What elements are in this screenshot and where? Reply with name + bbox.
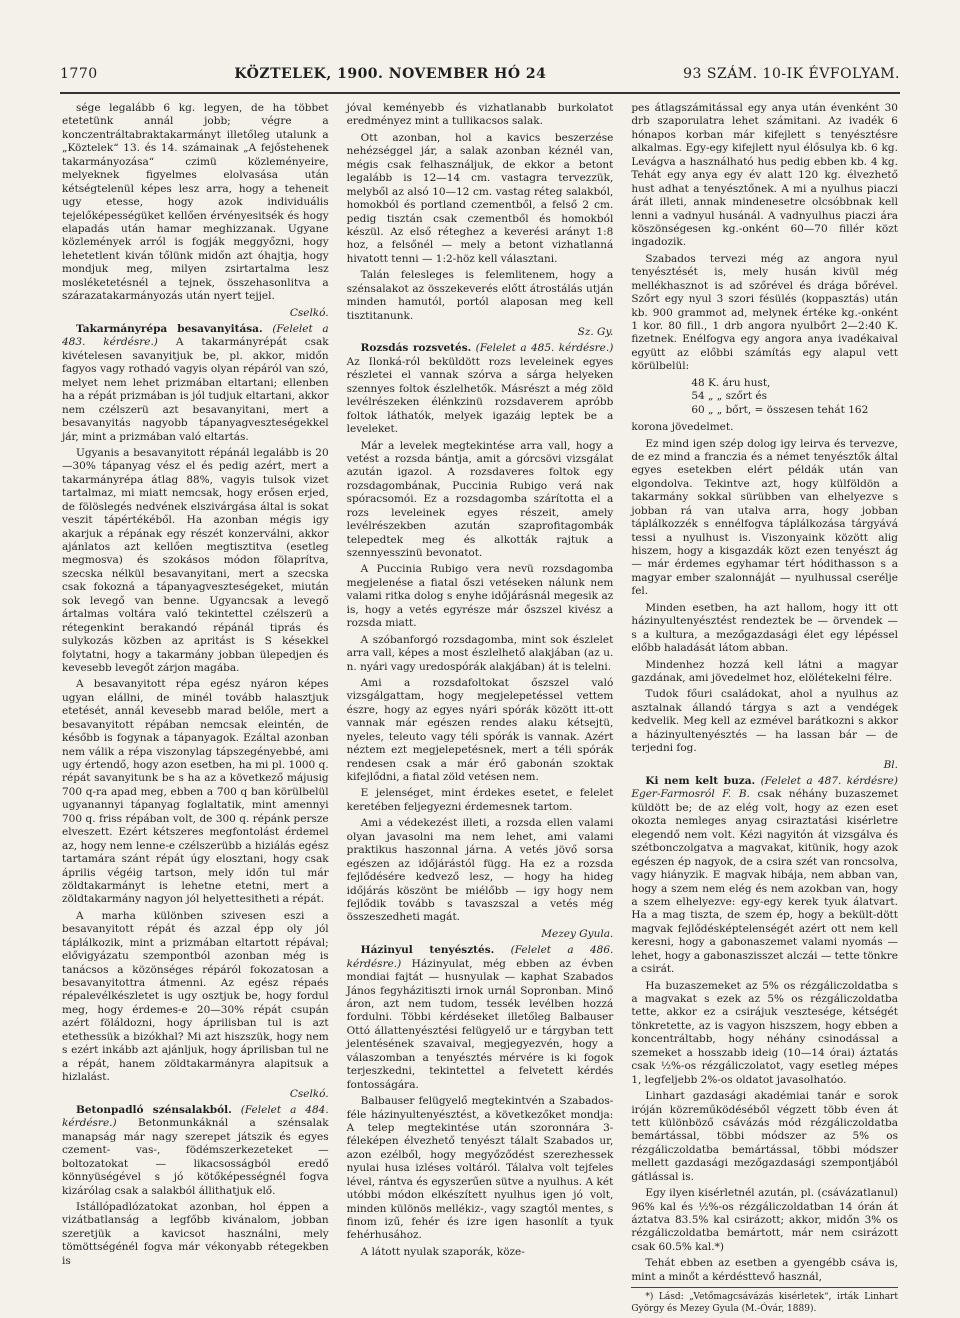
paragraph: Ami a védekezést illeti, a rozsda ellen valami olyan javasolni ma nem lehet, ami valami praktikus haszonnal járna. A vetés jövő sorsa egészen az időjárástól függ. Ha ez a rozsda fejlődésére kedvező lesz, — hogy ha hideg időjárás köszönt be miélőbb — igy hogy nem fejlődik tovább s tavaszszal a vetés még összeszedheti magát.	[346, 817, 614, 924]
columns	[62, 102, 898, 1314]
paragraph: A látott nyulak szaporák, köze-	[360, 1245, 525, 1258]
paragraph: korona jövedelmet.	[631, 421, 734, 434]
paragraph: Mindenhez hozzá kell látni a magyar gazdának, ami jövedelmet hoz, elölétekelni félre.	[631, 658, 898, 684]
paragraph: A Puccinia Rubigo vera nevü rozsdagomba megjelenése a fiatal őszi vetéseken nálunk nem valami ritka dolog s enyhe időjárásnál megesik az is, hogy a vetés egyrésze már őszszel kivész a rozsda miatt.	[346, 563, 614, 630]
page-number: 1770	[60, 66, 98, 82]
value-list	[631, 377, 898, 417]
paragraph: Ez mind igen szép dolog igy leirva és tervezve, de ez mind a franczia és a német tenyésztők által egyes esetekben elért példák után van elgondolva. Tekintve azt, hogy külföldön a takarmány sokkal sürübben van elhelyezve s jobban rá van utalva arra, hogy jobban táplálkozzék s ennélfogva táplálkozása tárgyává tessi a nyulhust is. Viszonyaink között alig hiszem, hogy a kisgazdák közt ezen tenyészt ág — már érdemes egyhamar tért hódithasson s a magyar ember szalonnáját — nyulhussal cserélje fel.	[631, 437, 898, 598]
article-reference: (Felelet a 484. kérdésre.)	[62, 1103, 329, 1130]
column-2	[347, 102, 614, 1318]
paragraph: Ami a rozsdafoltokat őszszel való vizsgálgattam, hogy megjelepetéssel vettem észre, hogy az egyes nyári spórák között itt-ott vannak már egészen rendes alaku kétsejtü, nyeles, teleuto vagy téli spórák is vannak. Azért néztem ezt megjelepetésnek, mert a téli spórák rendesen csak a már érő gabonán szoktak kifejlődni, a fiatal zöld vetésen nem.	[346, 676, 614, 783]
paragraph: E jelenséget, mint érdekes esetet, e felelet keretében feljegyezni érdemesnek tartom.	[346, 787, 614, 813]
column-3	[631, 102, 898, 1318]
header-rule	[60, 92, 900, 94]
signature: Cselkó.	[289, 306, 329, 319]
paragraph: Istállópadlózatokat azonban, hol éppen a vizátbatlanság a legfőbb kivánalom, jobban szeretjük a kavicsot használni, mely tömöttségénél fogva már vékonyabb rétegekben is	[62, 1201, 329, 1267]
paragraph: A szóbanforgó rozsdagomba, mint sok észlelet arra vall, képes a most észlelhető alakjában (az u. n. nyári vagy uredospórák alakjában) át is telelni.	[346, 633, 614, 673]
article-paragraph	[347, 342, 614, 436]
article-text: A takarmányrépát csak kivételesen savanyitjuk be, pl. akkor, midőn fagyos vagy rothadó vagyis olyan répáról van szó, melyet nem lehet prizmában eltartani; ellenben ha a répát prizmában is jól tudjuk eltartani, akkor nem czélszerü azt besavanyitani, mert a besavanyitás nagyobb tápanyagveszteségekkel jár, mint a prizmában való eltartás.	[62, 336, 329, 443]
footnote: *) Lásd: „Vetőmagcsávázás kisérletek“, irták Linhart György és Mezey Gyula (M.-Óvár, 1889).	[631, 1287, 898, 1315]
paragraph: sége legalább 6 kg. legyen, de ha többet etetetünk annál jobb; végre a konczentráltabraktakarmányt illetőleg utalunk a „Köztelek“ 13. és 14. számainak „A fejőstehenek takarmányozása“ czimü közleményeire, melyeknek figyelmes elolvasása után kétségtelenül képes lesz arra, hogy a teheneit ugy etesse, hogy azok individuális tejelőképességüket kellően érvényesitsék és hogy elapadás után hamar meghizzanak. Ugyane közlemények arról is fogják meggyőzni, hogy lehetetlent kiván tőlünk midőn azt óhajtja, hogy mondjuk meg, milyen zsirtartalma lesz mosléketetésnél a tejnek, összehasonlitva a szárazatakarmányozás után nyert tejjel.	[62, 102, 329, 303]
paragraph: jóval keményebb és vizhatlanabb burkolatot eredményez mint a tullikacsos salak.	[346, 102, 614, 128]
signature: Cselkó.	[289, 1087, 329, 1100]
signature: Mezey Gyula.	[541, 927, 614, 940]
article-title: Ki nem kelt buza.	[645, 775, 756, 787]
paragraph: Balbauser felügyelő megtekintvén a Szabados-féle házinyultenyésztést, a következőket mondja: A telep megtekintése után szoronnára 3-féleképen élvezhető tenyészt tálalt Szabados ur, azon ezélből, hogy megyőződést szerezhessek nyulai husa izléses voltáról. Tálalva volt tejfeles lével, rántva és egyszerűen sütve a nyulhus. A két utóbbi módon elkészített nyulhus igen jó volt, minden különös mellékiz-, vagy szagtól mentes, s finom izű, fehér és izre igen hasonlít a tyuk fehérhusához.	[346, 1095, 614, 1242]
page-header	[60, 60, 900, 88]
article-title: Rozsdás rozsvetés.	[360, 342, 472, 355]
paragraph: Ugyanis a besavanyitott répánál legalább is 20—30% tápanyag vész el és pedig azért, mert a takarmányrépa átlag 88%, vagyis tulsok vizet tartalmaz, mi miatt nemcsak, hogy erősen erjed, de fölöslegés nedvének elszivárgása által is sokat veszit tápértékéből. Ha azonban mégis igy akarjuk a répának egy részét konzerválni, akkor ajánlatos azt kellően megtisztitva (esetleg megmosva) és szokásos módon fölaprítva, szecska nélkül besavanyitani, mert a szecska csak fokozná a tápanyagveszteségeket, miután sok levegő van benne. Ugyancsak a levegő ártalmas voltára való tekintettel czélszerü a rétegenkint berakandó répánál tiprás és sulykozás közben az apritást is S késekkel folytatni, hogy a takarmány jobban ülepedjen és kevesebb levegőt zárjon magába.	[62, 446, 329, 674]
paragraph: Talán felesleges is felemlitenem, hogy a szénsalakot az összekeverés előtt átrostálás utján minden hamutól, portól alaposan meg kell tisztitanunk.	[346, 269, 614, 322]
list-item: 60 „ „ bőrt, = összesen tehát 162	[691, 403, 869, 416]
article-reference: (Felelet a 487. kérdésre) Eger-Farmosról F. B.	[631, 775, 898, 801]
paragraph: A marha különben szivesen eszi a besavanyitott répát és azzal épp oly jól táplálkozik, mint a prizmában eltartott répával; elővigyázatu szempontból azonban még is tanácsos a közönséges répáról fokozatosan a besavanyitottra átmenni. Az egész répaés répalevélkészletet is ugy osztjuk be, hogy fordul meg, hogy érdemes-e 20—30% répát csupán azért föláldozni, hogy áprilisban tul is azt etethessük a bizókhal? Mi azt hiszszük, hogy nem s ezért inkább azt ajánljuk, hogy áprilisban tul ne a répát, hanem zöldtakarmányra alapitsuk a hizlalást.	[62, 909, 329, 1084]
article-reference: (Felelet a 485. kérdésre.)	[475, 342, 614, 355]
paragraph: Ha buzaszemeket az 5% os rézgáliczoldatba s a magvakat s ezek az 5% os rézgáliczoldatba tette, akkor ez a csirájuk vesztesége, kétségét tönkretette, az is vagyon hiszszem, hogy ebben a koncentráltabb, hogy néhány csinodással a szemeket a hosszabb ideig (10—14 órai) áztatás csak ½%-os rézgáliczolatot, vagy esetleg mépes 1, legfeljebb 2%-os oldatot javasolhatóo.	[631, 979, 898, 1086]
article-text: Házinyulat, még ebben az évben mondiai fajtát — husnyulak — kaphat Szabados János fegyházitiszti irnok urnál Sopronban. Minő áron, azt nem tudom, tessék levélben hozzá fordulni. Többi kérdéseket illetőleg Balbauser Ottó állattenyésztési felügyelő ur e tárgyban tett jelentésének szavaival, megjegyezvén, hogy a válaszomban a tenyésztés mérvére is ki fogok terjeszkedni, tekintettel a felvetett kérdés fontosságára.	[346, 957, 614, 1091]
article-paragraph	[347, 944, 614, 1092]
article-text: Betonmunkáknál a szénsalak manapság már nagy szerepet játszik és egyes czement- vas-, födémszerkezeteket — boltozatokat — likacsosságból eredő könnyüségével s jó kötőképességnél fogva kizárólag csak a salakból állithatjuk elő.	[62, 1117, 329, 1197]
signature: Bl.	[883, 758, 898, 771]
column-1	[62, 102, 329, 1318]
article-reference: (Felelet a 483. kérdésre.)	[62, 323, 329, 349]
paragraph: Tudok főuri családokat, ahol a nyulhus az asztalnak állandó tárgya s azt a vendégek kedvelik. Meg kell az ezmével barátkozni s akkor a házinyultenyésztés — ha lassan bár — de terjedni fog.	[631, 688, 898, 755]
paragraph: Linhart gazdasági akadémiai tanár e sorok iróján közreműködéséből végzett több éven át tett különböző csávázás mód rézgáliczoldatba bemártással, többi módszer az 5% os rézgáliczoldatba bemártással, többi módszer mellett gazdasági mezőgazdasági szempontjából gátlással is.	[631, 1090, 898, 1183]
list-item: 54 „ „ szőrt és	[691, 390, 768, 403]
paragraph: Már a levelek megtekintése arra vall, hogy a vetést a rozsda bántja, amit a górcsövi vizsgálat azután igazol. A rozsdaveres foltok egy rozsdagombának, Puccinia Rubigo verá nak spóracsomói. Ez a rozsdagomba szárította el a rozs leveleinek egyes részeit, amely levélrészekben azután szaprofitagombák telepedtek meg és alkották rajtuk a szennyesszinü bevonatot.	[346, 439, 614, 559]
paragraph: pes átlagszámitással egy anya után évenként 30 drb szaporulatra lehet számitani. Az ivadék 6 hónapos korban már kifejlett s tenyésztésre alkalmas. Egy-egy kifejlett nyul élősulya kb. 6 kg. Levágva a használható hus pedig ebben kb. 4 kg. Tehát egy anya egy év alatt 120 kg. élvezhető hust adhat a tenyésztőnek. A mi a nyulhus piaczi árát illeti, annak mindenesetre olcsóbbnak kell lenni a vadnyul husánál. A vadnyulhus piaczi ára köszönségesen kg.-onként 60—70 fillér közt ingadozik.	[631, 102, 898, 249]
article-text: csak néhány buzaszemet küldött be; de az elég volt, hogy az ezen eset okozta nemleges anyag csiraztatási kisérletre elegendő nem volt. Kézi nagyitón át vizsgálva és szétbonczolgatva a magvakat, kitünik, hogy azok egészen ép nagyok, de a csira szét van roncsolva, vagy hiányzik. E magvak hibája, nem abban van, hogy a szem nem elég és nem azokban van, hogy a szem elhelyezve: egy-egy kerek tyuk álatvart. Ha a mag tiszta, de szem ép, hogy a bekült-dött magvak fejlődésképtelenségét azért ott nem kell keresni, hogy a gabonaszemet valami nyomás — lehet, hogy a gabonaszisszet alczái — tette tönkre a csirát.	[631, 788, 898, 976]
article-reference: (Felelet a 486. kérdésre.)	[346, 944, 614, 970]
paragraph: Egy ilyen kisérletnél azután, pl. (csávázatlanul) 96% kal és ½%-os rézgáliczoldatban 14 órán át áztatva 83.5% kal csirázott; akkor, midőn 3% os rézgáliczoldatba bemártott, már nem csirázott csak 60.5% kal.*)	[631, 1187, 898, 1253]
article-title: Betonpadló szénsalakból.	[76, 1103, 232, 1116]
paragraph: Minden esetben, ha azt hallom, hogy itt ott házinyultenyésztést rendeztek be — örvendek — s a kultura, a mezőgazdasági élet egy lépéssel előbb haladását látom abban.	[631, 601, 898, 655]
article-paragraph	[631, 775, 898, 977]
paragraph: A besavanyitott répa egész nyáron képes ugyan elállni, de minél tovább halasztjuk etetését, annál kevesebb marad belőle, mert a besavanyitott répában nemcsak eleintén, de később is fogynak a tápanyagok. Ezáltal azonban nem válik a répa viszonylag tápszegényebbé, ami ugy értendő, hogy azon esetben, ha mi pl. 1000 q. répát savanyitunk be s ha az a következő májusig 700 q-ra apad meg, ebben a 700 q ban körülbelül ugyanannyi tápanyag foglaltatik, mint amennyi 700 q. friss répában volt, de 300 q. répánk persze elveszett. Ezért kétszeres megfontolást érdemel az, hogy nem lenne-e czélszerübb a hiziálás egész tartamára szánt répát úgy elosztani, hogy csak április végéig tartson, mely időn tul már zöldtakarmányt is lehetne etetni, mert a zöldtakarmány nagyon jól helyettesitheti a répát.	[62, 678, 329, 906]
list-item: 48 K. áru hust,	[691, 376, 771, 389]
article-paragraph	[62, 323, 329, 444]
article-title: Házinyul tenyésztés.	[360, 944, 495, 957]
signature: Sz. Gy.	[577, 326, 614, 338]
issue-info: 93 SZÁM. 10-IK ÉVFOLYAM.	[683, 66, 900, 82]
journal-title: KÖZTELEK, 1900. NOVEMBER HÓ 24	[234, 66, 547, 82]
paragraph: Ott azonban, hol a kavics beszerzése nehézséggel jár, a salak azonban kéznél van, mégis csak felhasználjuk, de ekkor a betont legalább is 12—14 cm. vastagra tervezzük, melyből az alsó 10—12 cm. vastag réteg salakból, homokból és portland czementből, a felső 2 cm. pedig tisztán csak czementből és homokból készül. Az első réteghez a keverési arányt 1:8 hoz, a felsőnél — mely a betont vizhatlanná hivatott tenni — 1:2-höz kell választani.	[346, 131, 614, 265]
article-title: Takarmányrépa besavanyitása.	[76, 323, 263, 335]
paragraph: Szabados tervezi még az angora nyul tenyésztését is, mely husán kivül még mellékhasznot is ad szőrével és drága bőrével. Szőrt egy nyul 3 szori fésülés (koppasztás) után kb. 900 grammot ad, melynek értéke kg.-onként 1 kor. 80 fill., 1 drb angora nyulbőrt 2—2:40 K. fizetnek. Enélfogva egy angora anya ivadékaival együtt az előbbi számítás egy alapul vett körülbelül:	[631, 252, 898, 373]
article-paragraph	[62, 1104, 329, 1198]
paragraph: Tehát ebben az esetben a gyengébb csáva is, mint a minőt a kérdésttevő használ,	[631, 1257, 898, 1283]
article-text: Az Ilonká-ról beküldött rozs leveleinek egyes részletei el vannak szórva a sárga helyeken szennyes foltok észlelhetők. Másrészt a még zöld levélrészeken élénkzinü rozsdaverem apróbb foltok láthatók, melyek igazáig leptek be a leveleket.	[346, 355, 614, 436]
